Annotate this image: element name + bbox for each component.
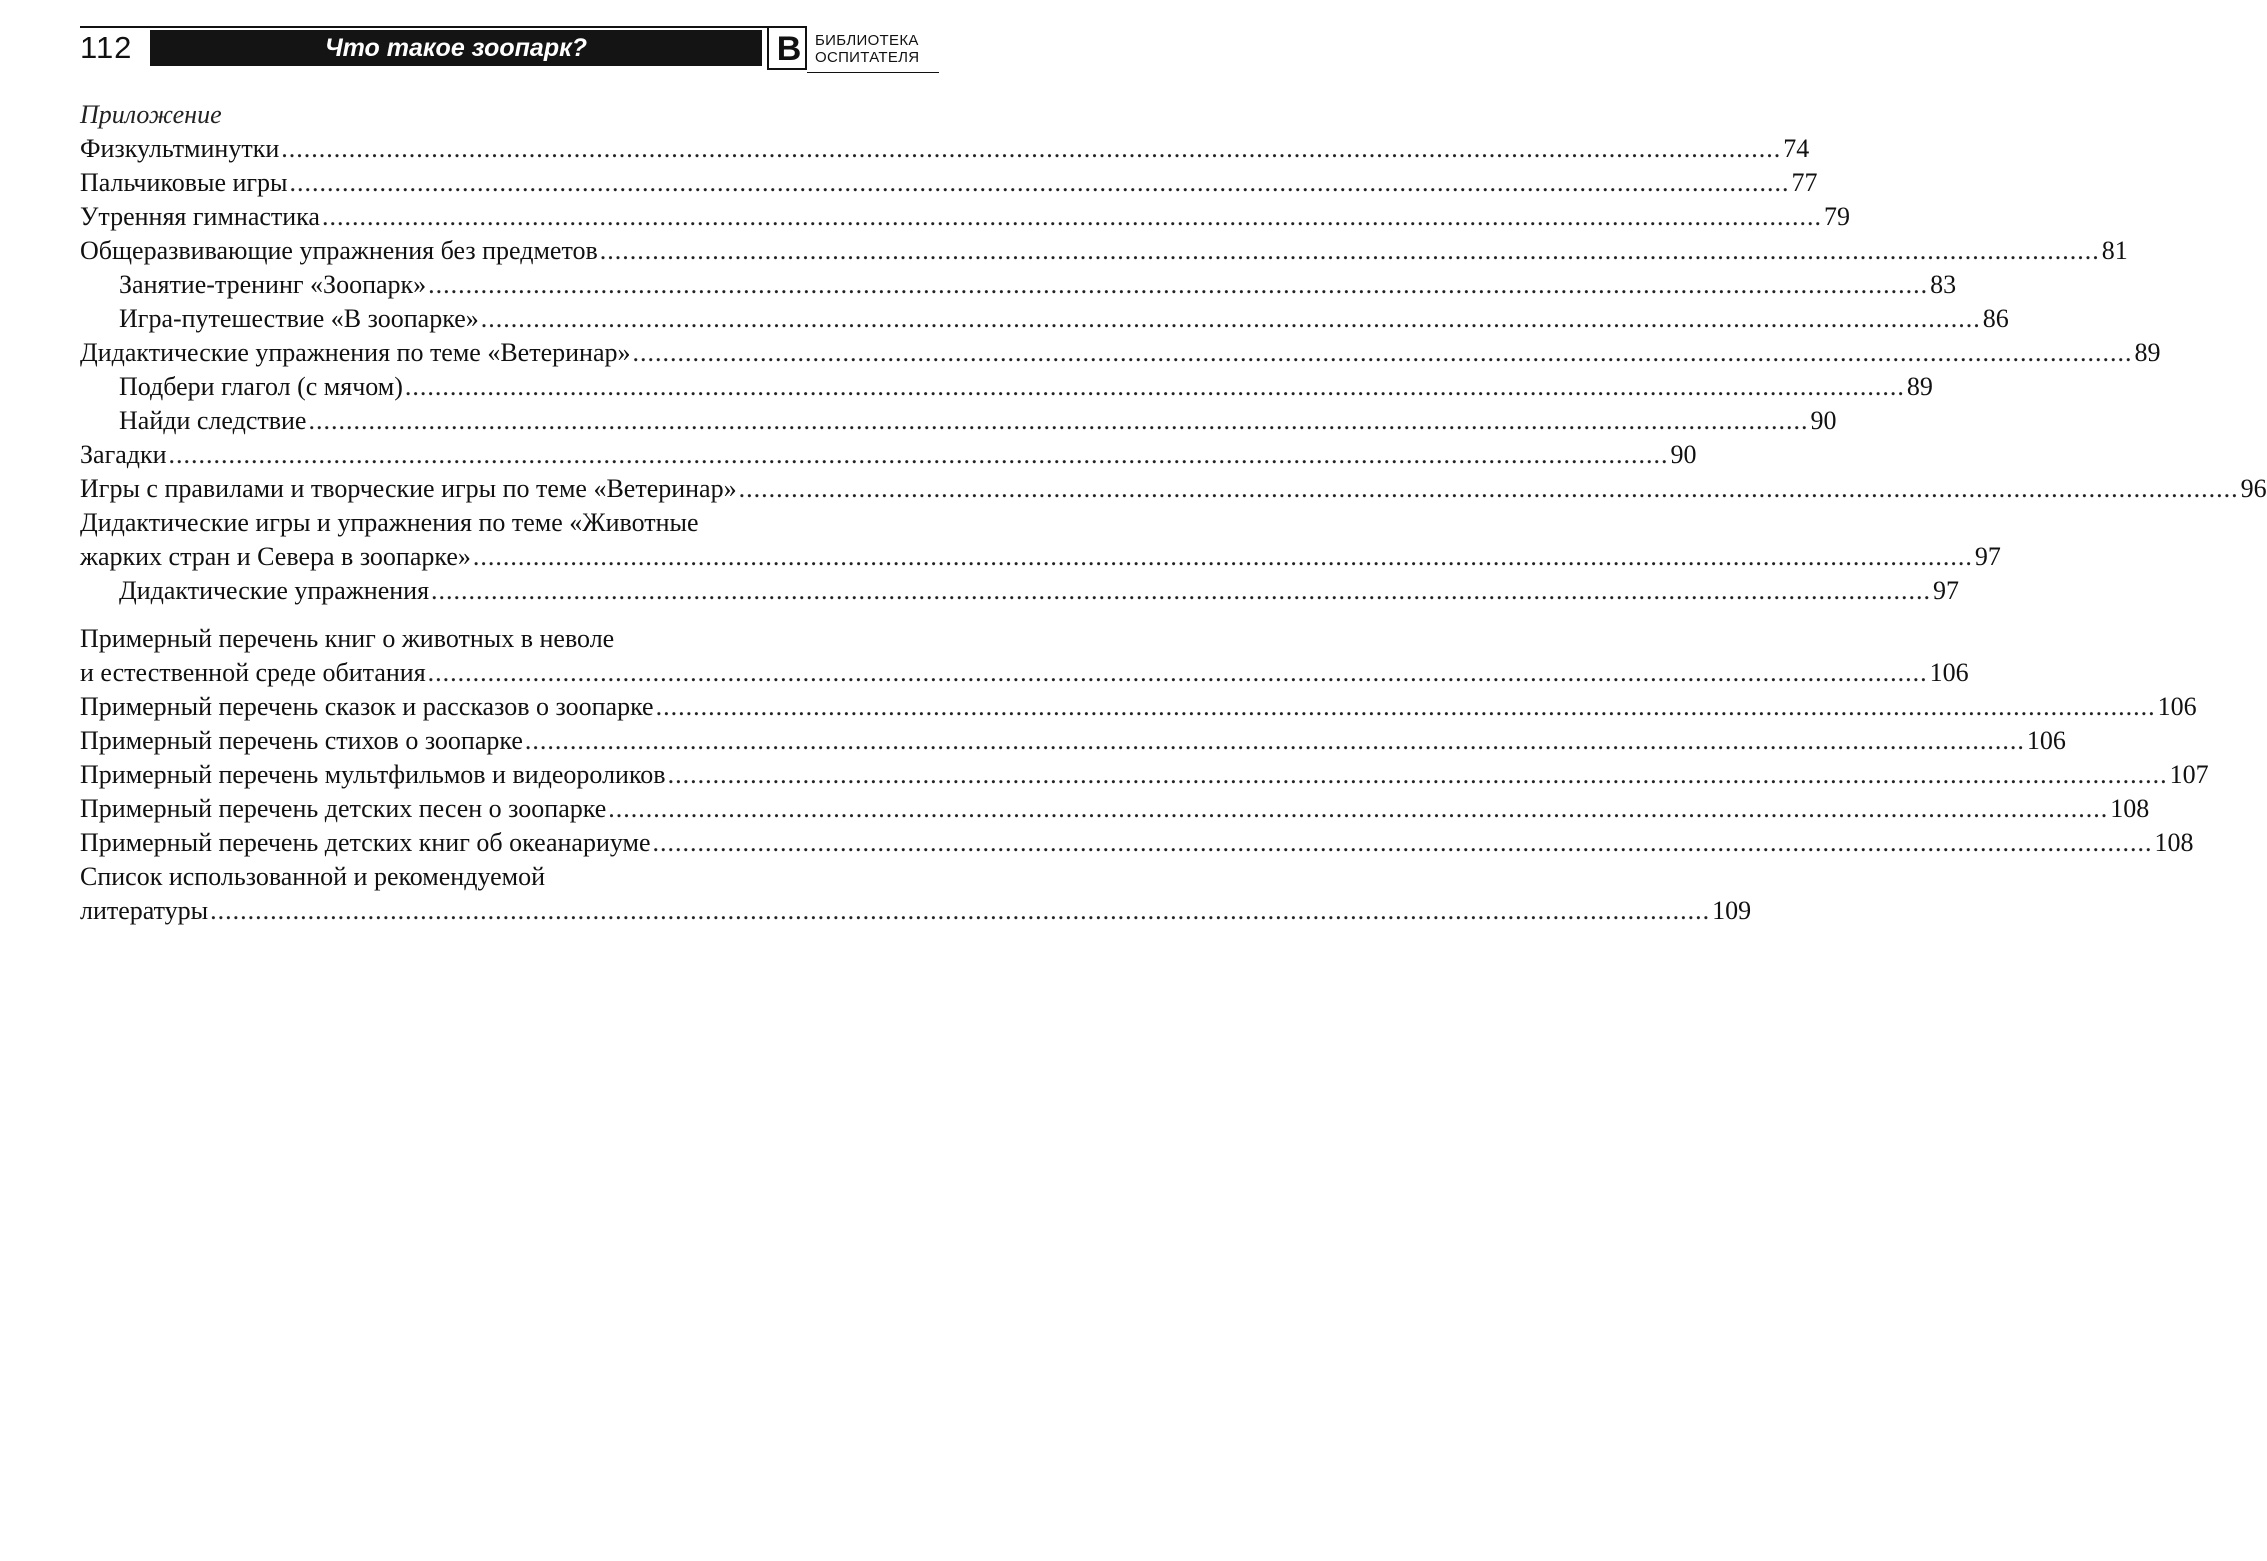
toc-entry-page: 90	[1670, 440, 1697, 469]
running-title-bar	[150, 30, 762, 66]
dot-leader: ........................................................................................................................................................................................................	[404, 372, 1905, 401]
toc-entry-page: 83	[1930, 270, 1957, 299]
toc-entry-page: 74	[1783, 134, 1810, 163]
toc-entry-page: 106	[1929, 658, 1969, 687]
toc-subentry	[80, 370, 1933, 404]
dot-leader: ........................................................................................................................................................................................................	[480, 304, 1981, 333]
page-header	[0, 0, 1000, 90]
toc-entry-page: 89	[1906, 372, 1933, 401]
toc-entry-first-line: Дидактические игры и упражнения по теме «Животные	[80, 508, 699, 537]
header-rule	[80, 26, 770, 28]
toc-entry-page: 77	[1791, 168, 1818, 197]
toc-entry-page: 106	[2157, 692, 2197, 721]
toc-entry-label: Утренняя гимнастика	[80, 202, 320, 231]
toc-entry-first-line: Список использованной и рекомендуемой	[80, 862, 546, 891]
dot-leader: ........................................................................................................................................................................................................	[321, 202, 1822, 231]
dot-leader: ........................................................................................................................................................................................................	[599, 236, 2100, 265]
toc-entry-page: 81	[2101, 236, 2128, 265]
toc-entry-label: Физкультминутки	[80, 134, 280, 163]
toc-entry-page: 97	[1933, 576, 1960, 605]
dot-leader: ........................................................................................................................................................................................................	[210, 896, 1711, 925]
toc-entry	[80, 894, 1752, 928]
toc-entry	[80, 758, 2209, 792]
dot-leader: ........................................................................................................................................................................................................	[428, 270, 1929, 299]
logo-letter-box	[767, 26, 807, 70]
running-title: Что такое зоопарк?	[324, 34, 588, 62]
toc-entry-page: 97	[1974, 542, 2001, 571]
logo-underline	[807, 72, 939, 73]
toc-entry-page: 108	[2110, 794, 2150, 823]
toc-entry-label: литературы	[80, 896, 209, 925]
toc-entry	[80, 690, 2197, 724]
page-number: 112	[80, 30, 133, 65]
toc-entry-label: Общеразвивающие упражнения без предметов	[80, 236, 598, 265]
logo-letter: В	[776, 30, 802, 68]
toc-entry-page: 106	[2026, 726, 2066, 755]
toc-entry-first-line: Примерный перечень книг о животных в неволе	[80, 624, 615, 653]
toc-entry	[80, 166, 1818, 200]
dot-leader: ........................................................................................................................................................................................................	[289, 168, 1790, 197]
dot-leader: ........................................................................................................................................................................................................	[632, 338, 2133, 367]
toc-entry-label: Дидактические упражнения	[119, 576, 430, 605]
dot-leader: ........................................................................................................................................................................................................	[524, 726, 2025, 755]
toc-entry-page: 108	[2154, 828, 2194, 857]
toc-entry	[80, 336, 2161, 370]
logo-text-line2: ОСПИТАТЕЛЯ	[815, 49, 920, 66]
toc-entry-label: жарких стран и Севера в зоопарке»	[80, 542, 471, 571]
toc-entry-label: Загадки	[80, 440, 167, 469]
toc-entry-page: 96	[2240, 474, 2267, 503]
dot-leader: ........................................................................................................................................................................................................	[608, 794, 2109, 823]
dot-leader: ........................................................................................................................................................................................................	[667, 760, 2168, 789]
toc-entry	[80, 200, 1850, 234]
dot-leader: ........................................................................................................................................................................................................	[472, 542, 1973, 571]
series-logo	[767, 26, 939, 76]
toc-entry-label: Игры с правилами и творческие игры по теме «Ветеринар»	[80, 474, 737, 503]
toc-entry-label: Найди следствие	[119, 406, 307, 435]
dot-leader: ........................................................................................................................................................................................................	[431, 576, 1932, 605]
toc-subentry	[80, 574, 1960, 608]
toc-entry-page: 86	[1982, 304, 2009, 333]
toc-subentry	[80, 404, 1837, 438]
toc-entry-label: Примерный перечень сказок и рассказов о зоопарке	[80, 692, 654, 721]
toc-entry-page: 90	[1810, 406, 1837, 435]
toc-entry-page: 89	[2134, 338, 2161, 367]
dot-leader: ........................................................................................................................................................................................................	[281, 134, 1782, 163]
toc-entry-label: Примерный перечень мультфильмов и видеороликов	[80, 760, 666, 789]
toc-entry-label: Занятие-тренинг «Зоопарк»	[119, 270, 427, 299]
toc-entry-label: Примерный перечень детских песен о зоопарке	[80, 794, 607, 823]
toc-entry-label: Примерный перечень детских книг об океанариуме	[80, 828, 651, 857]
table-of-contents	[80, 98, 2267, 928]
section-gap	[80, 608, 930, 622]
section-title: Приложение	[80, 100, 222, 129]
toc-entry	[80, 472, 2267, 506]
toc-entry	[80, 234, 2128, 268]
toc-entry-label: Пальчиковые игры	[80, 168, 288, 197]
toc-entry	[80, 132, 1810, 166]
toc-entry-label: Игра-путешествие «В зоопарке»	[119, 304, 479, 333]
dot-leader: ........................................................................................................................................................................................................	[308, 406, 1809, 435]
dot-leader: ........................................................................................................................................................................................................	[738, 474, 2239, 503]
toc-entry	[80, 724, 2066, 758]
toc-entry	[80, 792, 2150, 826]
toc-entry-label: Дидактические упражнения по теме «Ветеринар»	[80, 338, 631, 367]
toc-entry-page: 79	[1823, 202, 1850, 231]
toc-entry	[80, 656, 1969, 690]
toc-entry-page: 107	[2169, 760, 2209, 789]
toc-entry	[80, 826, 2194, 860]
dot-leader: ........................................................................................................................................................................................................	[652, 828, 2153, 857]
dot-leader: ........................................................................................................................................................................................................	[655, 692, 2156, 721]
dot-leader: ........................................................................................................................................................................................................	[427, 658, 1928, 687]
toc-subentry	[80, 302, 2009, 336]
toc-entry	[80, 540, 2001, 574]
toc-entry-page: 109	[1712, 896, 1752, 925]
dot-leader: ........................................................................................................................................................................................................	[168, 440, 1669, 469]
toc-subentry	[80, 268, 1957, 302]
toc-entry	[80, 438, 1697, 472]
logo-text-line1: БИБЛИОТЕКА	[815, 32, 919, 49]
toc-entry-label: Подбери глагол (с мячом)	[119, 372, 403, 401]
toc-entry-label: и естественной среде обитания	[80, 658, 426, 687]
toc-entry-label: Примерный перечень стихов о зоопарке	[80, 726, 523, 755]
